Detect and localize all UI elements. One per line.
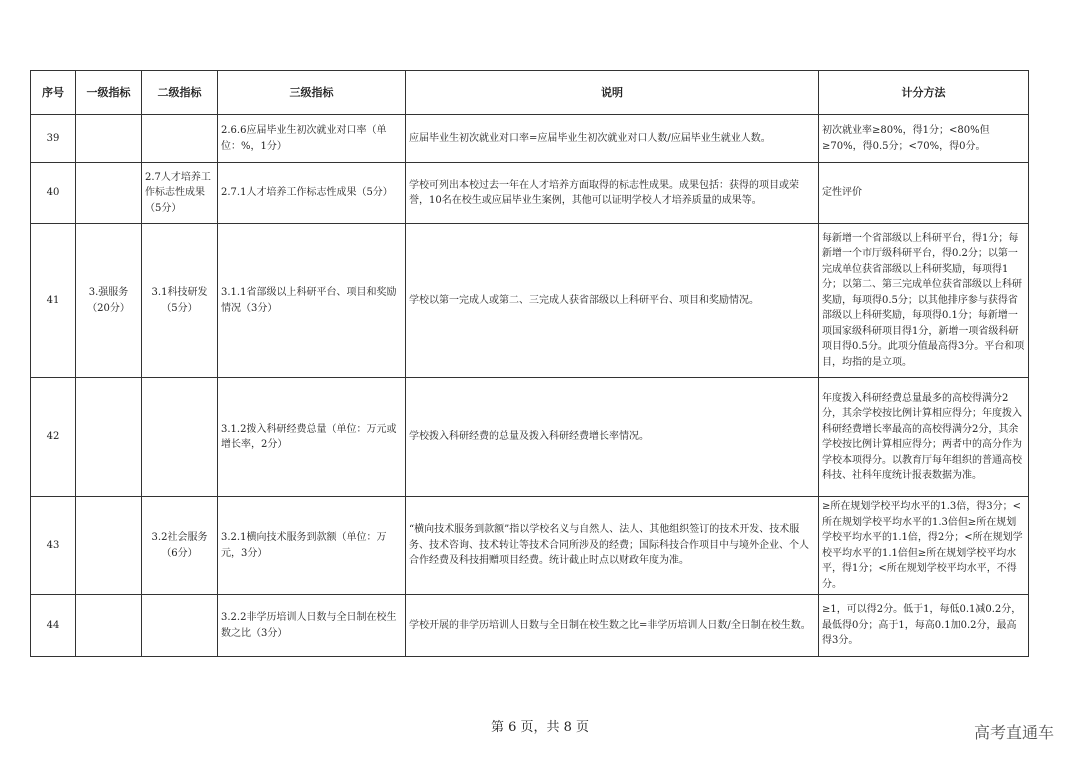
table-row (31, 224, 1029, 378)
level2-cell: 3.1科技研发（5分） (142, 224, 218, 378)
scoring-cell: 初次就业率≥80%，得1分；<80%但≥70%，得0.5分；<70%，得0分。 (819, 115, 1029, 163)
table-header-row (31, 71, 1029, 115)
level3-cell: 3.2.2非学历培训人日数与全日制在校生数之比（3分） (218, 595, 406, 657)
table-row (31, 497, 1029, 595)
description-cell: 学校可列出本校过去一年在人才培养方面取得的标志性成果。成果包括：获得的项目或荣誉，10名在校生或应届毕业生案例，其他可以证明学校人才培养质量的成果等。 (406, 163, 819, 224)
table-row (31, 378, 1029, 497)
level2-cell: 2.7人才培养工作标志性成果（5分） (142, 163, 218, 224)
level2-cell (142, 115, 218, 163)
level1-cell (76, 378, 142, 497)
page-number-footer: 第 6 页，共 8 页 (490, 720, 590, 735)
header-scoring-method: 计分方法 (819, 71, 1029, 115)
watermark-text: 高考直通车 (973, 723, 1054, 742)
indicator-table (30, 70, 1029, 657)
level1-cell (76, 115, 142, 163)
header-level2: 二级指标 (142, 71, 218, 115)
table-row (31, 115, 1029, 163)
scoring-cell: 每新增一个省部级以上科研平台，得1分；每新增一个市厅级科研平台，得0.2分；以第一完成单位获省部级以上科研奖励，每项得1分；以第二、第三完成单位获省部级以上科研奖励，每项得0.5分；以其他排序参与获得省部级以上科研奖励，每项得0.1分；每新增一项国家级科研项目得1分，新增一项省级科研项目得0.5分。此项分值最高得3分。平台和项目，均指的是立项。 (819, 224, 1029, 378)
level1-cell (76, 497, 142, 595)
level3-cell: 3.1.1省部级以上科研平台、项目和奖励情况（3分） (218, 224, 406, 378)
level3-cell: 2.7.1人才培养工作标志性成果（5分） (218, 163, 406, 224)
level1-cell: 3.强服务（20分） (76, 224, 142, 378)
row-number: 42 (31, 378, 76, 497)
description-cell: “横向技术服务到款额”指以学校名义与自然人、法人、其他组织签订的技术开发、技术服务、技术咨询、技术转让等技术合同所涉及的经费；国际科技合作项目中与境外企业、个人合作经费及科技捐赠项目经费。统计截止时点以财政年度为准。 (406, 497, 819, 595)
header-description: 说明 (406, 71, 819, 115)
level3-cell: 3.2.1横向技术服务到款额（单位：万元，3分） (218, 497, 406, 595)
description-cell: 应届毕业生初次就业对口率=应届毕业生初次就业对口人数/应届毕业生就业人数。 (406, 115, 819, 163)
level1-cell (76, 163, 142, 224)
header-no: 序号 (31, 71, 76, 115)
level2-cell (142, 378, 218, 497)
level3-cell: 3.1.2拨入科研经费总量（单位：万元或增长率，2分） (218, 378, 406, 497)
description-cell: 学校以第一完成人或第二、三完成人获省部级以上科研平台、项目和奖励情况。 (406, 224, 819, 378)
table-row (31, 595, 1029, 657)
level1-cell (76, 595, 142, 657)
row-number: 44 (31, 595, 76, 657)
row-number: 43 (31, 497, 76, 595)
level3-cell: 2.6.6应届毕业生初次就业对口率（单位：%，1分） (218, 115, 406, 163)
scoring-cell: ≥所在规划学校平均水平的1.3倍，得3分；<所在规划学校平均水平的1.3倍但≥所在规划学校平均水平的1.1倍，得2分；<所在规划学校平均水平的1.1倍但≥所在规划学校平均水平，得1分；<所在规划学校平均水平，不得分。 (819, 497, 1029, 595)
row-number: 40 (31, 163, 76, 224)
description-cell: 学校拨入科研经费的总量及拨入科研经费增长率情况。 (406, 378, 819, 497)
description-cell: 学校开展的非学历培训人日数与全日制在校生数之比=非学历培训人日数/全日制在校生数。 (406, 595, 819, 657)
header-level1: 一级指标 (76, 71, 142, 115)
row-number: 41 (31, 224, 76, 378)
scoring-cell: 定性评价 (819, 163, 1029, 224)
level2-cell: 3.2社会服务（6分） (142, 497, 218, 595)
scoring-cell: ≥1，可以得2分。低于1，每低0.1减0.2分，最低得0分；高于1，每高0.1加0.2分，最高得3分。 (819, 595, 1029, 657)
scoring-cell: 年度拨入科研经费总量最多的高校得满分2分，其余学校按比例计算相应得分；年度拨入科研经费增长率最高的高校得满分2分，其余学校按比例计算相应得分；两者中的高分作为学校本项得分。以教育厅每年组织的普通高校科技、社科年度统计报表数据为准。 (819, 378, 1029, 497)
table-row (31, 163, 1029, 224)
header-level3: 三级指标 (218, 71, 406, 115)
level2-cell (142, 595, 218, 657)
row-number: 39 (31, 115, 76, 163)
